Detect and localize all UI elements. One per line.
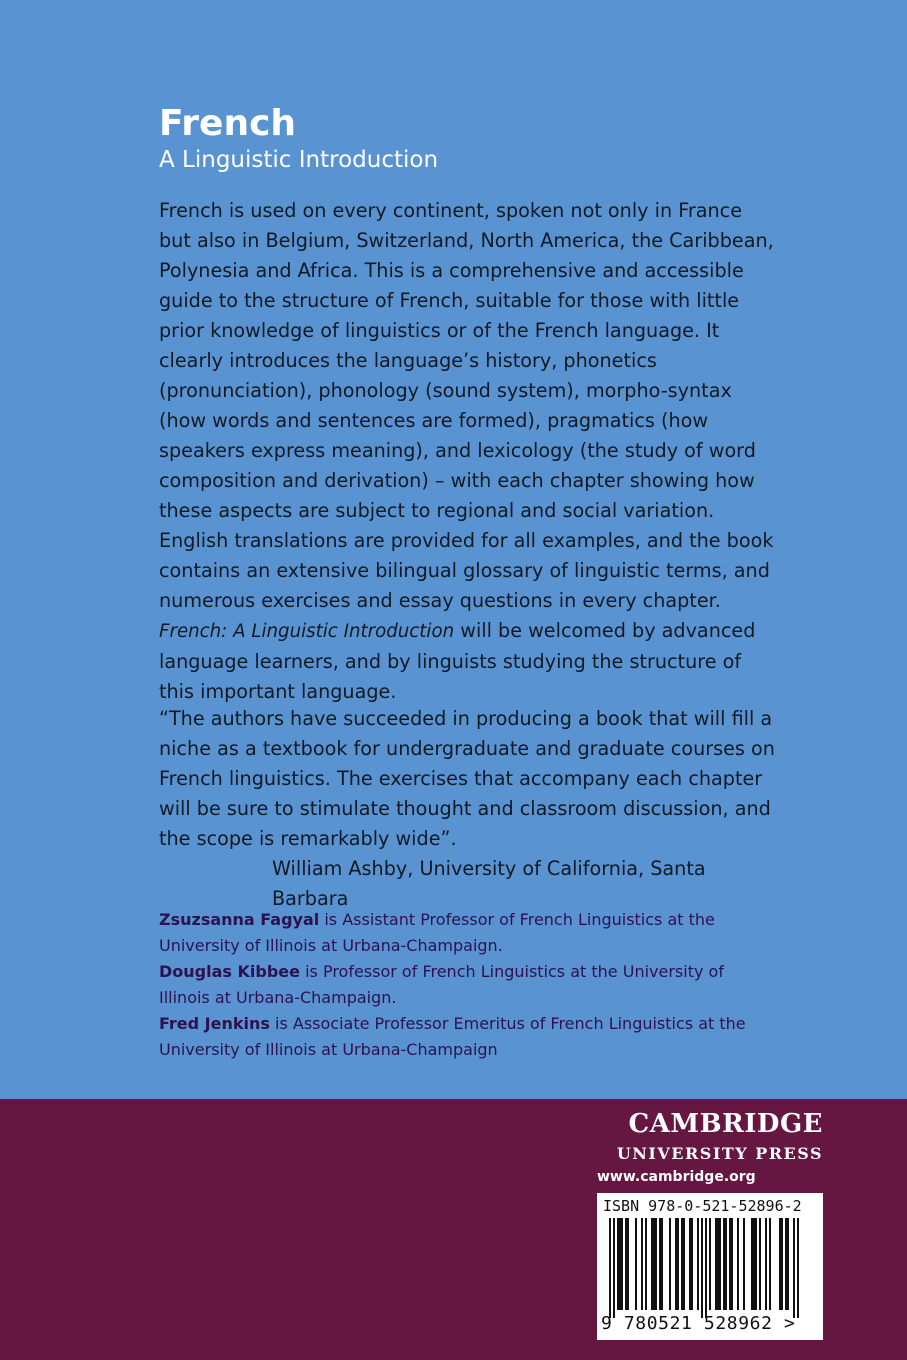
review-quote — [159, 704, 779, 914]
author-name: Fred Jenkins — [159, 1014, 270, 1033]
barcode-bar — [661, 1218, 663, 1310]
book-subtitle: A Linguistic Introduction — [159, 147, 439, 173]
barcode-bar — [627, 1218, 629, 1310]
barcode-bar — [759, 1218, 761, 1310]
barcode-bar — [617, 1218, 619, 1310]
barcode-bar — [613, 1218, 615, 1318]
author-bio — [159, 959, 779, 1011]
barcode-bar — [787, 1218, 789, 1310]
barcode-bar — [675, 1218, 677, 1310]
barcode-bar — [729, 1218, 731, 1310]
publisher-url: www.cambridge.org — [597, 1169, 756, 1185]
author-name: Zsuzsanna Fagyal — [159, 910, 320, 929]
author-bio-text: is Associate Professor Emeritus of French Linguistics at the University of Illinois at Urbana-Champaign — [159, 1014, 746, 1059]
barcode-bar — [785, 1218, 787, 1310]
description-text-end: will be welcomed by advanced language learners, and by linguists studying the structure of this important language. — [159, 619, 756, 703]
barcode-bar — [683, 1218, 685, 1310]
barcode-bar — [755, 1218, 757, 1310]
barcode-bar — [751, 1218, 753, 1310]
barcode-bar — [609, 1218, 611, 1318]
barcode-bar — [681, 1218, 683, 1310]
barcode-bar — [705, 1218, 707, 1318]
barcode-bar — [715, 1218, 717, 1310]
barcode-bar — [725, 1218, 727, 1310]
barcode-bar — [655, 1218, 657, 1310]
book-title: French — [159, 103, 297, 144]
ean-digits: 9 780521 528962 > — [601, 1313, 796, 1334]
barcode-bar — [701, 1218, 703, 1318]
barcode-bar — [719, 1218, 721, 1310]
barcode-bar — [659, 1218, 661, 1310]
quote-attribution: William Ashby, University of California, Santa Barbara — [272, 857, 706, 910]
barcode-bar — [691, 1218, 693, 1310]
author-bio-text: is Professor of French Linguistics at the University of Illinois at Urbana-Champaign. — [159, 962, 724, 1007]
publisher-logo-name: CAMBRIDGE — [628, 1109, 823, 1139]
barcode-bar — [689, 1218, 691, 1310]
barcode-bar — [645, 1218, 647, 1310]
author-bios — [159, 907, 779, 1063]
barcode-bar — [765, 1218, 767, 1310]
barcode-bar — [779, 1218, 781, 1310]
barcode-bar — [743, 1218, 745, 1310]
barcode-bar — [653, 1218, 655, 1310]
isbn-label: ISBN 978-0-521-52896-2 — [603, 1197, 802, 1215]
barcode-bars — [605, 1218, 815, 1318]
barcode-bar — [677, 1218, 679, 1310]
barcode-bar — [731, 1218, 733, 1310]
barcode-bar — [635, 1218, 637, 1310]
barcode-bar — [717, 1218, 719, 1310]
author-bio — [159, 907, 779, 959]
author-bio-text: is Assistant Professor of French Linguistics at the University of Illinois at Urbana-Champaign. — [159, 910, 715, 955]
author-name: Douglas Kibbee — [159, 962, 300, 981]
barcode-bar — [723, 1218, 725, 1310]
publisher-logo-subname: UNIVERSITY PRESS — [616, 1144, 823, 1163]
barcode-bar — [769, 1218, 771, 1310]
quote-text: “The authors have succeeded in producing a book that will fill a niche as a textbook for undergraduate and graduate courses on French linguistics. The exercises that accompany each chapter will be sure to stimulate thought and classroom discussion, and the scope is remarkably wide”. — [159, 707, 775, 850]
book-description — [159, 196, 779, 707]
barcode-bar — [625, 1218, 627, 1310]
barcode-bar — [753, 1218, 755, 1310]
author-bio — [159, 1011, 779, 1063]
barcode-bar — [669, 1218, 671, 1310]
barcode-bar — [697, 1218, 699, 1310]
barcode-bar — [793, 1218, 795, 1318]
description-italic-title: French: A Linguistic Introduction — [159, 621, 455, 642]
barcode-bar — [797, 1218, 799, 1318]
barcode-bar — [737, 1218, 739, 1310]
barcode-bar — [651, 1218, 653, 1310]
barcode — [597, 1193, 823, 1340]
barcode-bar — [709, 1218, 711, 1310]
barcode-bar — [641, 1218, 643, 1310]
description-text: French is used on every continent, spoken not only in France but also in Belgium, Switzerland, North America, the Caribbean, Polynesia and Africa. This is a comprehensive and accessible guide to the structure of French, suitable for those with little prior knowledge of linguistics or of the French language. It clearly introduces the language’s history, phonetics (pronunciation), phonology (sound system), morpho-syntax (how words and sentences are formed), pragmatics (how speakers express meaning), and lexicology (the study of word composition and derivation) – with each chapter showing how these aspects are subject to regional and social variation. English translations are provided for all examples, and the book contains an extensive bilingual glossary of linguistic terms, and numerous exercises and essay questions in every chapter. — [159, 199, 774, 612]
barcode-bar — [619, 1218, 621, 1310]
barcode-bar — [781, 1218, 783, 1310]
barcode-bar — [621, 1218, 623, 1310]
